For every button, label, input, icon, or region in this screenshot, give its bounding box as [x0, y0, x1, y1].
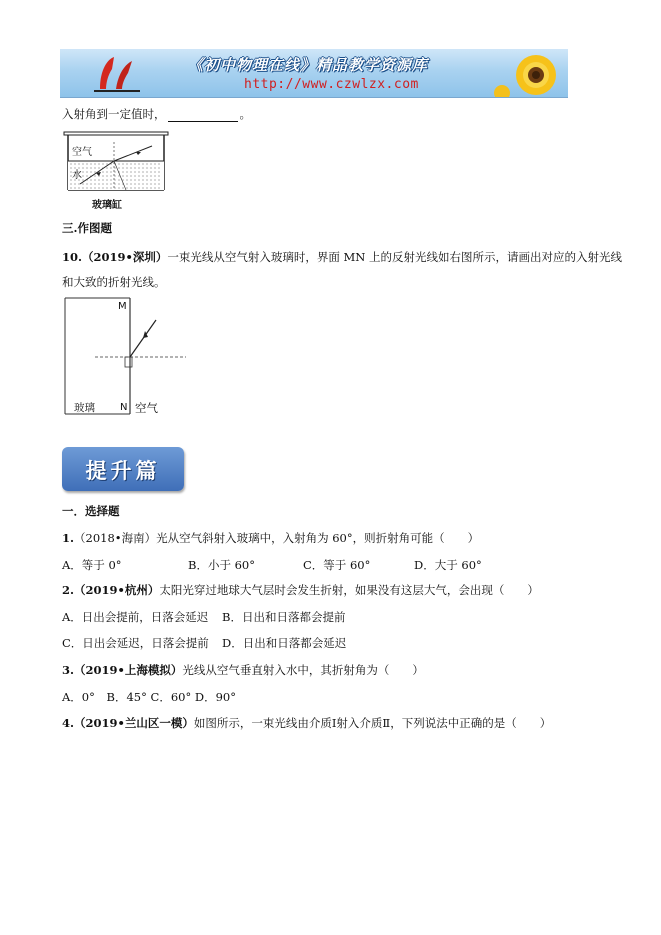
q2-option-c: C．日出会延迟，日落会提前: [62, 636, 209, 650]
q1-option-b: B．小于 60°: [188, 558, 255, 572]
intro-suffix: 。: [239, 107, 251, 121]
figure-glass-tank: [62, 128, 172, 210]
q2-text: 太阳光穿过地球大气层时会发生折射，如果没有这层大气，会出现（ ）: [159, 583, 539, 597]
intro-text: 入射角到一定值时，: [62, 107, 166, 121]
badge-label: 提升篇: [85, 459, 161, 483]
q3-options: [62, 689, 236, 705]
q2-option-b: B．日出和日落都会提前: [222, 610, 346, 624]
section-heading-1: 一．选择题: [62, 504, 120, 518]
q1-option-a: A．等于 0°: [62, 558, 122, 572]
q3-number: 3.: [62, 663, 75, 677]
q3-option-c: C．60°: [150, 690, 192, 704]
q1-source: （2018•海南）: [74, 531, 157, 545]
intro-line: [62, 106, 251, 122]
glass-label-n: N: [120, 402, 128, 413]
tank-caption: 玻璃缸: [92, 200, 122, 211]
tank-diagram: [62, 128, 172, 198]
q2-option-a: A．日出会提前，日落会延迟: [62, 610, 209, 624]
q2-option-d: D．日出和日落都会延迟: [222, 636, 347, 650]
q2-source: （2019•杭州）: [74, 583, 160, 597]
q1-option-d: D．大于 60°: [414, 558, 482, 572]
question-10-line1: [62, 249, 622, 265]
q10-text1: 一束光线从空气射入玻璃时，界面 MN 上的反射光线如右图所示，请画出对应的入射光线: [167, 250, 623, 264]
q4-number: 4.: [62, 716, 75, 730]
q4-source: （2019•兰山区一模）: [74, 716, 194, 730]
glass-label-m: M: [118, 301, 127, 312]
question-1: [62, 530, 479, 546]
banner-title: 《初中物理在线》精品教学资源库: [188, 56, 429, 74]
answer-blank: [168, 109, 238, 122]
q3-text: 光线从空气垂直射入水中，其折射角为（ ）: [182, 663, 424, 677]
header-banner: [60, 49, 568, 98]
section-badge-advanced: [62, 447, 184, 491]
q3-option-d: D．90°: [194, 690, 236, 704]
q10-number: 10.: [62, 250, 83, 264]
glass-label-glass: 玻璃: [74, 402, 95, 414]
q1-text: 光从空气斜射入玻璃中，入射角为 60°，则折射角可能（ ）: [156, 531, 480, 545]
question-3: [62, 662, 424, 678]
question-4: [62, 715, 551, 731]
q10-source: （2019•深圳）: [82, 250, 168, 264]
section-heading-3: 三.作图题: [62, 221, 113, 235]
question-10-line2: 和大致的折射光线。: [62, 275, 166, 289]
q3-option-a: A．0°: [62, 690, 95, 704]
q3-source: （2019•上海模拟）: [74, 663, 183, 677]
sunflower-icon: [494, 49, 568, 97]
tank-water-label: 水: [72, 170, 82, 181]
q1-number: 1.: [62, 531, 75, 545]
tank-air-label: 空气: [72, 147, 92, 158]
figure-glass-mn: [62, 296, 192, 420]
glass-label-air: 空气: [135, 401, 158, 415]
q1-option-c: C．等于 60°: [303, 558, 371, 572]
q4-text: 如图所示，一束光线由介质Ⅰ射入介质Ⅱ，下列说法中正确的是（ ）: [193, 716, 552, 730]
q3-option-b: B．45°: [106, 690, 147, 704]
banner-url: http://www.czwlzx.com: [244, 77, 419, 92]
question-2: [62, 582, 539, 598]
q2-number: 2.: [62, 583, 75, 597]
